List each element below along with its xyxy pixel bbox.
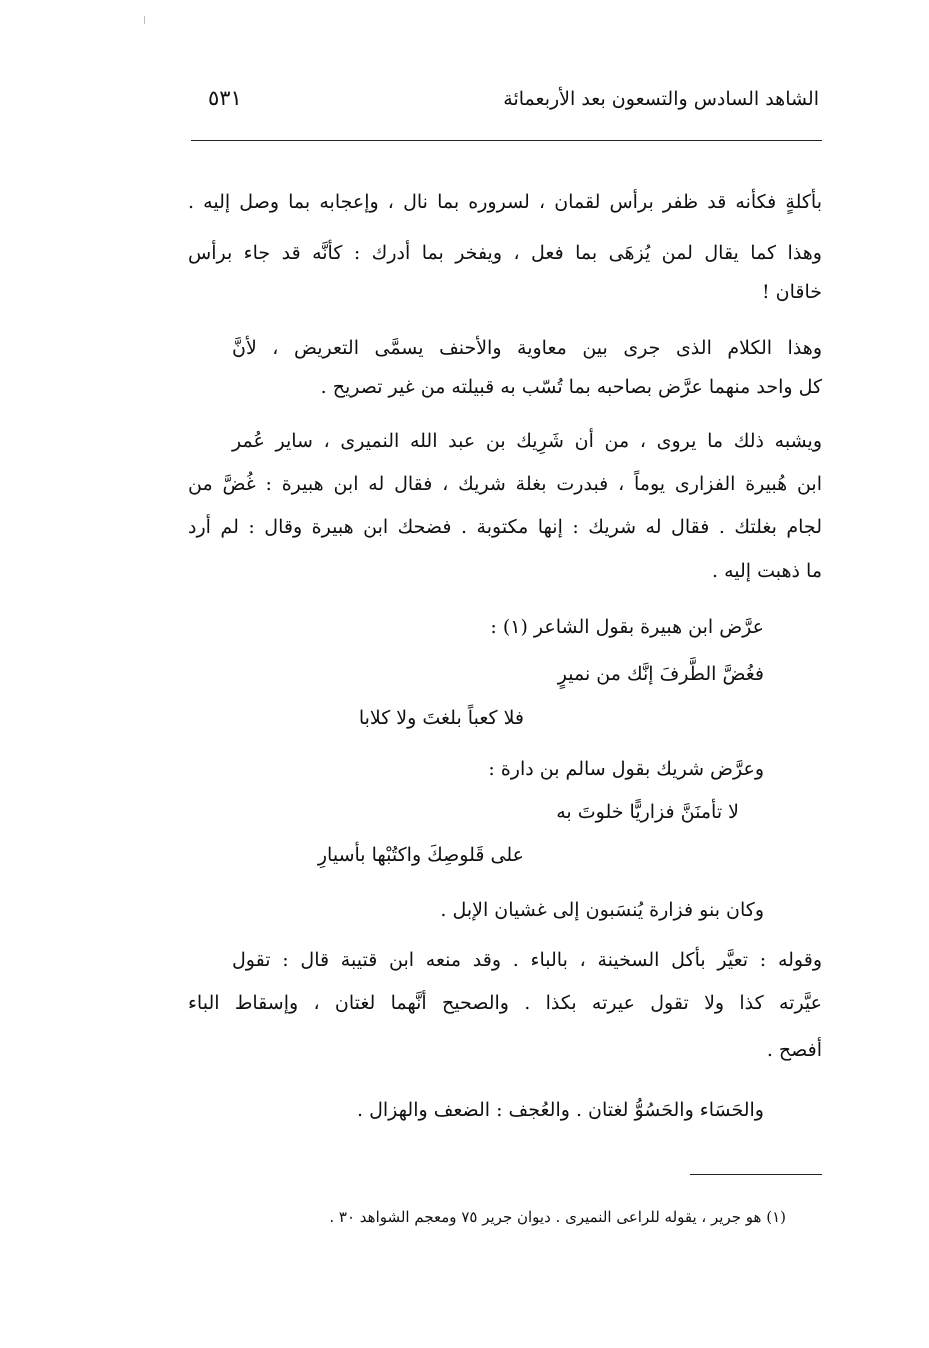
text-line: وكان بنو فزارة يُنسَبون إلى غشيان الإبل . xyxy=(440,899,764,921)
text-line: ما ذهبت إليه . xyxy=(712,560,822,582)
text-line: ابن هُبيرة الفزارى يوماً ، فبدرت بغلة شريك ، فقال له ابن هبيرة : غُضَّ من xyxy=(188,473,822,495)
text-line: أفصح . xyxy=(766,1039,822,1061)
text-line: عرَّض ابن هبيرة بقول الشاعر (١) : xyxy=(490,616,764,638)
running-title: الشاهد السادس والتسعون بعد الأربعمائة xyxy=(503,88,819,110)
text-line: وهذا الكلام الذى جرى بين معاوية والأحنف يسمَّى التعريض ، لأنَّ xyxy=(232,337,822,359)
text-line: وعرَّض شريك بقول سالم بن دارة : xyxy=(488,758,764,780)
footnote-rule xyxy=(690,1174,822,1175)
footnote: (١) هو جرير ، يقوله للراعى النميرى . ديوان جرير ٧٥ ومعجم الشواهد ٣٠ . xyxy=(329,1208,786,1226)
verse-hemistich: فلا كعباً بلغتَ ولا كلابا xyxy=(358,707,524,729)
verse-hemistich: فغُضَّ الطَّرفَ إنَّك من نميرٍ xyxy=(557,663,764,685)
page-number: ٥٣١ xyxy=(208,86,242,110)
text-line: وهذا كما يقال لمن يُزهَى بما فعل ، ويفخر بما أدرك : كأنَّه قد جاء برأس xyxy=(188,242,822,264)
scan-mark xyxy=(144,16,145,24)
text-line: بأكلةٍ فكأنه قد ظفر برأس لقمان ، لسروره بما نال ، وإعجابه بما وصل إليه . xyxy=(188,191,822,213)
header-rule xyxy=(191,140,822,141)
text-line: كل واحد منهما عرَّض بصاحبه بما تُسّب به قبيلته من غير تصريح . xyxy=(320,376,822,398)
text-line: خاقان ! xyxy=(761,281,822,303)
verse-hemistich: لا تأمنَنَّ فزاريًّا خلوتَ به xyxy=(556,801,739,823)
text-line: عيَّرته كذا ولا تقول عيرته بكذا . والصحيح أنَّهما لغتان ، وإسقاط الباء xyxy=(188,992,822,1014)
verse-hemistich: على قَلوصِكَ واكتُبْها بأسيارِ xyxy=(317,844,524,866)
text-line: لجام بغلتك . فقال له شريك : إنها مكتوبة . فضحك ابن هبيرة وقال : لم أرد xyxy=(188,516,822,538)
text-line: ويشبه ذلك ما يروى ، من أن شَرِيك بن عبد الله النميرى ، ساير عُمر xyxy=(232,430,822,452)
text-line: والحَسَاء والحَسُوُّ لغتان . والعُجف : الضعف والهزال . xyxy=(357,1099,764,1121)
text-line: وقوله : تعيَّر بأكل السخينة ، بالباء . وقد منعه ابن قتيبة قال : تقول xyxy=(232,949,822,971)
